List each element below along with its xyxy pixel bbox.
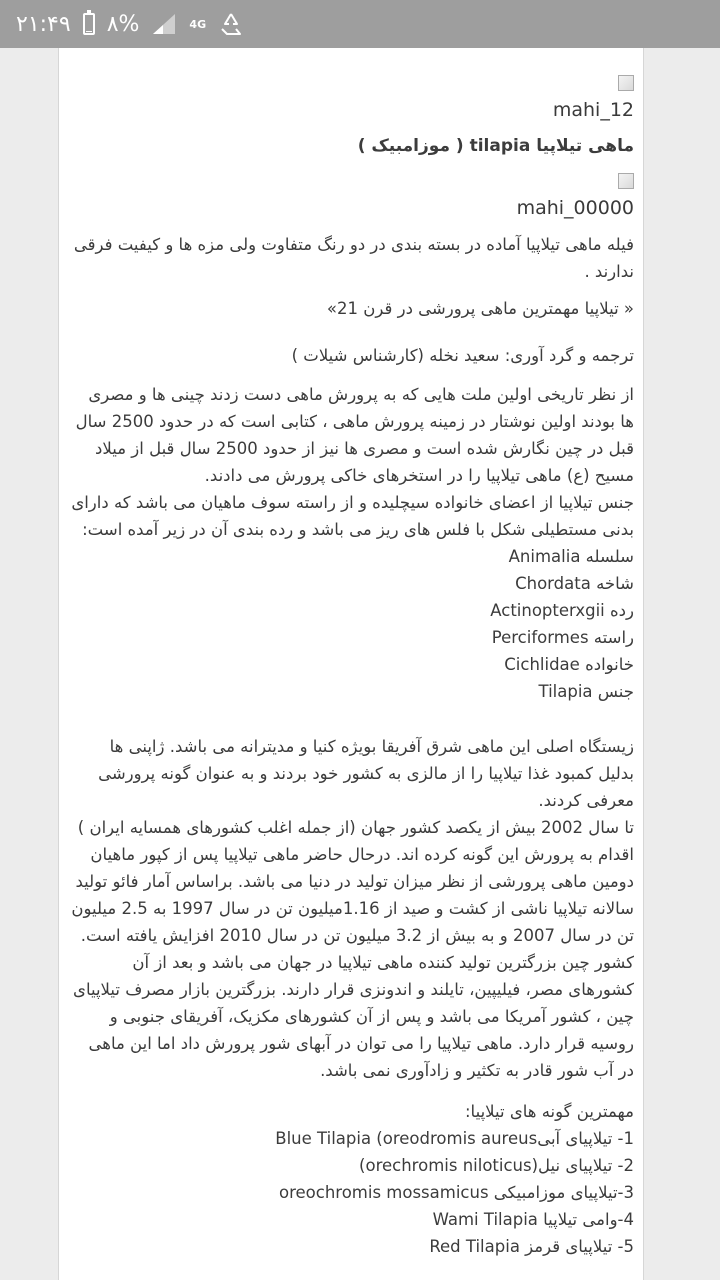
image-caption: mahi_12	[552, 99, 634, 121]
list-item: راسته Perciformes	[491, 628, 634, 647]
list-item: 3-تیلاپیای موزامبیکی oreochromis mossamicus	[278, 1183, 634, 1202]
species-list	[70, 1125, 634, 1260]
list-item: 2- تیلاپیای نیل(orechromis niloticus)	[359, 1156, 634, 1175]
article-image-1	[70, 72, 634, 121]
list-item: خانواده Cichlidae	[504, 655, 634, 674]
article-title: ماهی تیلاپیا tilapia ( موزامبیک )	[357, 136, 634, 156]
signal-icon	[151, 12, 177, 36]
spacer	[70, 705, 634, 733]
battery-percent: ۸%	[106, 11, 140, 37]
production-paragraph: تا سال 2002 بیش از یکصد کشور جهان (از جمله اغلب کشورهای همسایه ایران ) اقدام به پرورش این گونه کرده اند. درحال حاضر ماهی تیلاپیا پس از کپور ماهیان دومین ماهی پرورشی از نظر میزان تولید در دنیا می باشد. براساس آمار فائو تولید سالانه تیلاپیا ناشی از کشت و صید از 1.16میلیون تن در سال 1997 به 2.5 میلیون تن در سال 2007 و به بیش از 3.2 میلیون تن در سال 2010 افزایش یافته است. کشور چین بزرگترین تولید کننده ماهی تیلاپیا در جهان می باشد و بعد از آن کشورهای مصر، فیلیپین، تایلند و اندونزی قرار دارند. بزرگترین بازار مصرف تیلاپیای چین ، کشور آمریکا می باشد و پس از آن کشورهای مکزیک، آفریقای جنوبی و روسیه قرار دارد. ماهی تیلاپیا را می توان در آبهای شور پرورش داد اما این ماهی در آب شور قادر به تکثیر و زادآوری نمی باشد.	[71, 818, 634, 1080]
history-paragraph: از نظر تاریخی اولین ملت هایی که به پرورش ماهی دست زدند چینی ها و مصری ها بودند اولین نوشتار در زمینه پرورش ماهی ، کتابی است که در حدود 2500 سال قبل در چین نگارش شده است و مصری ها نیز از حدود 2500 سال قبل از میلاد مسیح (ع) ماهی تیلاپیا را در استخرهای خاکی پرورش می دادند.	[75, 385, 634, 485]
broken-image-icon	[618, 173, 634, 189]
list-item: جنس Tilapia	[538, 682, 634, 701]
status-bar	[0, 0, 720, 48]
broken-image-icon	[618, 75, 634, 91]
list-item: 4-وامی تیلاپیا Wami Tilapia	[432, 1210, 634, 1229]
author-line: ترجمه و گرد آوری: سعید نخله (کارشناس شیلات )	[291, 346, 634, 365]
list-item: سلسله Animalia	[508, 547, 634, 566]
article-image-2	[70, 170, 634, 219]
image-caption: mahi_00000	[516, 197, 634, 219]
clock: ۲۱:۴۹	[16, 11, 71, 37]
habitat-paragraph: زیستگاه اصلی این ماهی شرق آفریقا بویژه کنیا و مدیترانه می باشد. ژاپنی ها بدلیل کمبود غذا تیلاپیا را از مالزی به کشور خود بردند و به عنوان گونه پرورشی معرفی کردند.	[98, 737, 634, 810]
article-content	[70, 60, 634, 1260]
network-type: 4G	[189, 17, 207, 31]
taxonomy-list	[70, 543, 634, 705]
image-description: فیله ماهی تیلاپیا آماده در بسته بندی در دو رنگ متفاوت ولی مزه ها و کیفیت فرقی ندارند .	[73, 235, 634, 281]
list-item: شاخه Chordata	[515, 574, 634, 593]
quote: « تیلاپیا مهمترین ماهی پرورشی در قرن 21»	[326, 299, 634, 318]
genus-paragraph: جنس تیلاپیا از اعضای خانواده سیچلیده و از راسته سوف ماهیان می باشد که دارای بدنی مستطیلی شکل با فلس های ریز می باشد و رده بندی آن در زیر آمده است:	[71, 493, 634, 539]
species-heading: مهمترین گونه های تیلاپیا:	[465, 1102, 634, 1121]
list-item: 5- تیلاپیای قرمز Red Tilapia	[429, 1237, 634, 1256]
list-item: رده Actinopterxgii	[490, 601, 634, 620]
data-saver-icon	[218, 11, 244, 37]
battery-icon	[83, 13, 95, 35]
list-item: 1- تیلاپیای آبیBlue Tilapia (oreodromis aureus	[275, 1129, 634, 1148]
